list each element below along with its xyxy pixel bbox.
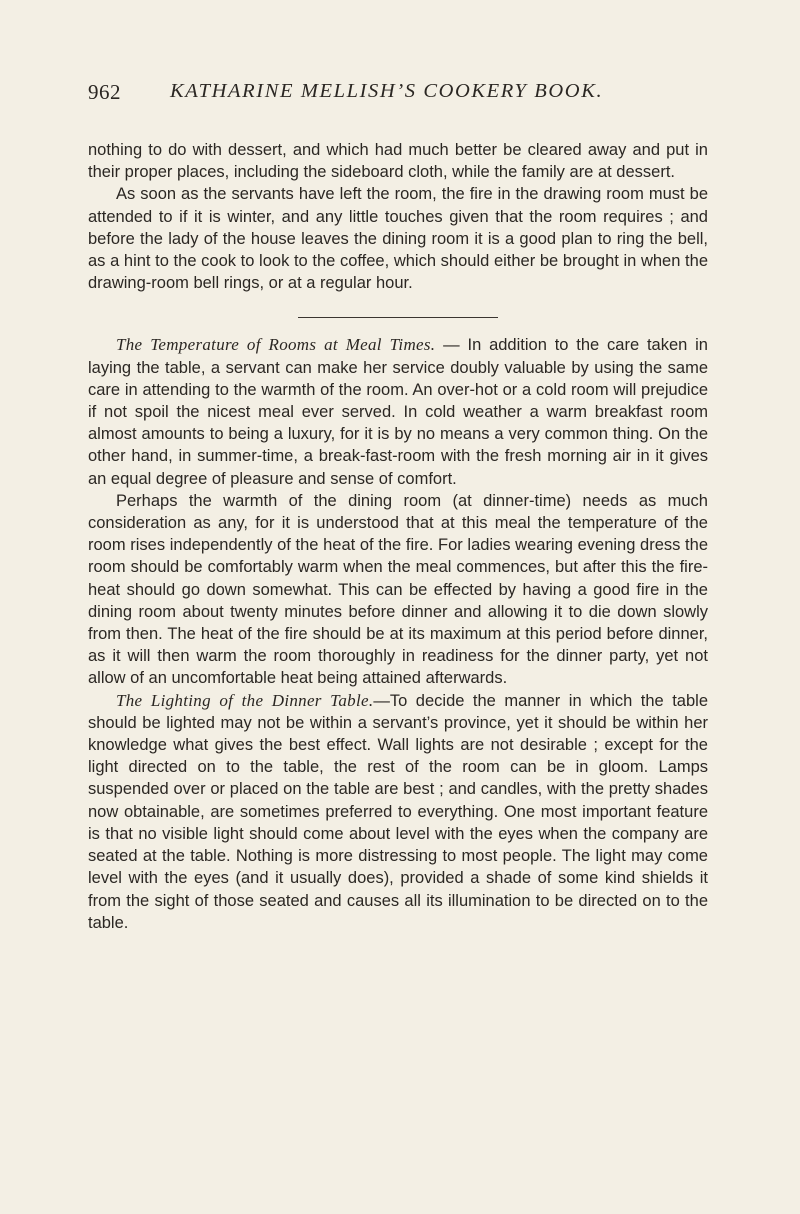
paragraph-drawing-room: As soon as the servants have left the room, the fire in the drawing room must be attended to if it is winter, and any little touches given that the room requires ; and before the lady of the house leaves the dining room it is a good plan to ring the bell, as a hint to the cook to look to the coffee, which should either be brought in when the drawing-room bell rings, or at a regular hour. <box>88 185 708 293</box>
paragraph-temperature-text: — In addition to the care taken in laying the table, a servant can make her service doubly valuable by using the same care in attending to the warmth of the room. An over-hot or a cold room will prejudice if not spoil the nicest meal ever served. In cold weather a warm breakfast room almost amounts to being a luxury, for it is by no means a very common thing. On the other hand, in summer-time, a break-fast-room with the fresh morning air in it gives an equal degree of pleasure and sense of comfort. <box>88 336 708 488</box>
paragraph-continued: nothing to do with dessert, and which had much better be cleared away and put in their proper places, including the sideboard cloth, while the family are at dessert. <box>88 141 708 182</box>
running-title: KATHARINE MELLISH’S COOKERY BOOK. <box>170 80 604 102</box>
paragraph-lighting <box>88 690 708 934</box>
running-head <box>88 80 708 108</box>
paragraph-dining-room-warmth: Perhaps the warmth of the dining room (at dinner-time) needs as much consideration as any, for it is understood that at this meal the temperature of the room rises independently of the heat of the fire. For ladies wearing evening dress the room should be comfortably warm when the meal commences, but after this the fire-heat should go down somewhat. This can be effected by having a good fire in the dining room about twenty minutes before dinner and allowing it to die down slowly from then. The heat of the fire should be at its maximum at this period before dinner, as it will then warm the room thoroughly in readiness for the dinner party, yet not allow of an uncomfortable heat being attained afterwards. <box>88 491 708 688</box>
section-heading-temperature: The Temperature of Rooms at Meal Times. <box>116 335 436 355</box>
page-number: 962 <box>88 80 121 104</box>
section-divider <box>298 317 498 318</box>
paragraph-temperature <box>88 334 708 489</box>
paragraph-lighting-text: —To decide the manner in which the table should be lighted may not be within a servant’s province, yet it should be within her knowledge what gives the best effect. Wall lights are not desirable ; except for the light directed on to the table, the rest of the room can be in gloom. Lamps suspended over or placed on the table are best ; and candles, with the pretty shades now obtainable, are sometimes preferred to everything. One most important feature is that no visible light should come about level with the eyes when the company are seated at the table. Nothing is more distressing to most people. The light may come level with the eyes (and it usually does), provided a shade of some kind shields it from the sight of those seated and causes all its illumination to be directed on to the table. <box>88 691 709 932</box>
text-body <box>88 139 708 934</box>
section-heading-lighting: The Lighting of the Dinner Table. <box>116 690 374 710</box>
